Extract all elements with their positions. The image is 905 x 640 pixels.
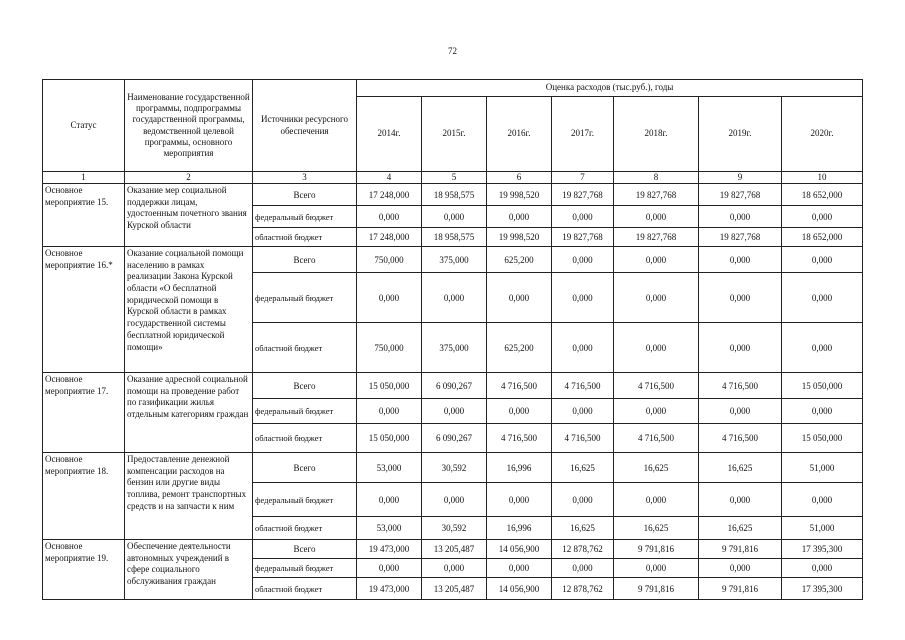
column-number: 2 xyxy=(125,172,253,184)
expense-value: 0,000 xyxy=(699,247,782,273)
expense-value: 4 716,500 xyxy=(614,424,699,453)
funding-source: Всего xyxy=(253,453,357,483)
header-year: 2020г. xyxy=(782,97,863,172)
expense-value: 13 205,487 xyxy=(422,578,487,600)
expense-value: 14 056,900 xyxy=(487,540,552,559)
table-row xyxy=(43,540,863,559)
funding-source: федеральный бюджет xyxy=(253,559,357,578)
funding-source: областной бюджет xyxy=(253,424,357,453)
funding-source: Всего xyxy=(253,373,357,399)
expense-value: 51,000 xyxy=(782,517,863,540)
expense-value: 0,000 xyxy=(357,399,422,424)
expense-value: 12 878,762 xyxy=(552,540,614,559)
expense-value: 0,000 xyxy=(552,247,614,273)
expense-value: 0,000 xyxy=(614,399,699,424)
column-number: 4 xyxy=(357,172,422,184)
expense-value: 0,000 xyxy=(487,559,552,578)
table-header xyxy=(43,80,863,184)
event-name: Оказание адресной социальной помощи на проведение работ по газификации жилья отдельным категориям граждан xyxy=(125,373,253,453)
expense-value: 9 791,816 xyxy=(699,540,782,559)
funding-source: федеральный бюджет xyxy=(253,206,357,228)
expense-value: 19 473,000 xyxy=(357,578,422,600)
expense-value: 16,625 xyxy=(614,517,699,540)
expense-value: 19 827,768 xyxy=(552,184,614,206)
event-name: Предоставление денежной компенсации расходов на бензин или другие виды топлива, ремонт транспортных средств и на запчасти к ним xyxy=(125,453,253,540)
expense-value: 0,000 xyxy=(357,483,422,517)
table-row xyxy=(43,373,863,399)
expense-value: 0,000 xyxy=(487,483,552,517)
expense-value: 0,000 xyxy=(782,273,863,323)
expense-value: 16,625 xyxy=(699,517,782,540)
expense-value: 9 791,816 xyxy=(699,578,782,600)
column-number: 5 xyxy=(422,172,487,184)
expense-value: 0,000 xyxy=(552,206,614,228)
budget-table xyxy=(42,79,863,600)
expense-value: 0,000 xyxy=(552,483,614,517)
expense-value: 0,000 xyxy=(614,247,699,273)
expense-value: 4 716,500 xyxy=(487,373,552,399)
expense-value: 4 716,500 xyxy=(487,424,552,453)
expense-value: 0,000 xyxy=(614,483,699,517)
funding-source: областной бюджет xyxy=(253,517,357,540)
expense-value: 0,000 xyxy=(487,206,552,228)
expense-value: 6 090,267 xyxy=(422,424,487,453)
expense-value: 51,000 xyxy=(782,453,863,483)
header-name: Наименование государственной программы, подпрограммы государственной программы, ведомственной целевой программы, основного мероприятия xyxy=(125,80,253,172)
expense-value: 375,000 xyxy=(422,323,487,373)
expense-value: 30,592 xyxy=(422,453,487,483)
expense-value: 0,000 xyxy=(699,273,782,323)
expense-value: 0,000 xyxy=(552,323,614,373)
expense-value: 18 652,000 xyxy=(782,184,863,206)
expense-value: 0,000 xyxy=(487,399,552,424)
funding-source: Всего xyxy=(253,184,357,206)
expense-value: 0,000 xyxy=(699,483,782,517)
expense-value: 0,000 xyxy=(357,273,422,323)
column-number-row xyxy=(43,172,863,184)
expense-value: 0,000 xyxy=(422,273,487,323)
expense-value: 16,996 xyxy=(487,517,552,540)
table-body xyxy=(43,184,863,600)
expense-value: 19 827,768 xyxy=(699,228,782,247)
expense-value: 17 395,300 xyxy=(782,540,863,559)
event-name: Обеспечение деятельности автономных учреждений в сфере социального обслуживания граждан xyxy=(125,540,253,600)
expense-value: 16,625 xyxy=(552,517,614,540)
funding-source: областной бюджет xyxy=(253,228,357,247)
expense-value: 0,000 xyxy=(422,206,487,228)
expense-value: 375,000 xyxy=(422,247,487,273)
event-status: Основное мероприятие 18. xyxy=(43,453,125,540)
event-status: Основное мероприятие 19. xyxy=(43,540,125,600)
expense-value: 15 050,000 xyxy=(782,424,863,453)
expense-value: 0,000 xyxy=(614,206,699,228)
expense-value: 18 652,000 xyxy=(782,228,863,247)
expense-value: 16,625 xyxy=(699,453,782,483)
expense-value: 30,592 xyxy=(422,517,487,540)
expense-value: 625,200 xyxy=(487,247,552,273)
expense-value: 0,000 xyxy=(699,399,782,424)
expense-value: 16,625 xyxy=(614,453,699,483)
expense-value: 19 998,520 xyxy=(487,228,552,247)
expense-value: 0,000 xyxy=(552,273,614,323)
expense-value: 18 958,575 xyxy=(422,228,487,247)
column-number: 7 xyxy=(552,172,614,184)
table-row xyxy=(43,453,863,483)
event-status: Основное мероприятие 16.* xyxy=(43,247,125,373)
column-number: 10 xyxy=(782,172,863,184)
funding-source: Всего xyxy=(253,540,357,559)
expense-value: 15 050,000 xyxy=(357,424,422,453)
header-year: 2016г. xyxy=(487,97,552,172)
expense-value: 18 958,575 xyxy=(422,184,487,206)
expense-value: 13 205,487 xyxy=(422,540,487,559)
column-number: 6 xyxy=(487,172,552,184)
expense-value: 17 395,300 xyxy=(782,578,863,600)
funding-source: Всего xyxy=(253,247,357,273)
expense-value: 0,000 xyxy=(552,559,614,578)
header-year: 2019г. xyxy=(699,97,782,172)
expense-value: 19 827,768 xyxy=(614,228,699,247)
expense-value: 15 050,000 xyxy=(357,373,422,399)
expense-value: 0,000 xyxy=(782,559,863,578)
expense-value: 19 473,000 xyxy=(357,540,422,559)
expense-value: 625,200 xyxy=(487,323,552,373)
table-row xyxy=(43,184,863,206)
expense-value: 0,000 xyxy=(782,399,863,424)
expense-value: 19 827,768 xyxy=(614,184,699,206)
expense-value: 6 090,267 xyxy=(422,373,487,399)
header-sources: Источники ресурсного обеспечения xyxy=(253,80,357,172)
expense-value: 16,996 xyxy=(487,453,552,483)
expense-value: 9 791,816 xyxy=(614,540,699,559)
expense-value: 0,000 xyxy=(782,247,863,273)
expense-value: 0,000 xyxy=(699,323,782,373)
expense-value: 0,000 xyxy=(782,483,863,517)
expense-value: 0,000 xyxy=(422,559,487,578)
column-number: 3 xyxy=(253,172,357,184)
expense-value: 19 827,768 xyxy=(699,184,782,206)
expense-value: 4 716,500 xyxy=(699,424,782,453)
expense-value: 0,000 xyxy=(487,273,552,323)
expense-value: 4 716,500 xyxy=(699,373,782,399)
expense-value: 0,000 xyxy=(357,206,422,228)
funding-source: федеральный бюджет xyxy=(253,399,357,424)
expense-value: 4 716,500 xyxy=(614,373,699,399)
event-status: Основное мероприятие 15. xyxy=(43,184,125,247)
header-year: 2015г. xyxy=(422,97,487,172)
expense-value: 0,000 xyxy=(699,559,782,578)
expense-value: 12 878,762 xyxy=(552,578,614,600)
expense-value: 0,000 xyxy=(552,399,614,424)
header-year: 2014г. xyxy=(357,97,422,172)
expense-value: 750,000 xyxy=(357,247,422,273)
expense-value: 53,000 xyxy=(357,453,422,483)
header-status: Статус xyxy=(43,80,125,172)
event-name: Оказание социальной помощи населению в рамках реализации Закона Курской области «О бесплатной юридической помощи в Курской области в рамках государственной системы бесплатной юридической помощи» xyxy=(125,247,253,373)
expense-value: 0,000 xyxy=(782,206,863,228)
event-status: Основное мероприятие 17. xyxy=(43,373,125,453)
header-year: 2017г. xyxy=(552,97,614,172)
expense-value: 0,000 xyxy=(614,559,699,578)
expense-value: 16,625 xyxy=(552,453,614,483)
funding-source: областной бюджет xyxy=(253,323,357,373)
column-number: 1 xyxy=(43,172,125,184)
header-year: 2018г. xyxy=(614,97,699,172)
expense-value: 19 998,520 xyxy=(487,184,552,206)
expense-value: 17 248,000 xyxy=(357,228,422,247)
page-number: 72 xyxy=(448,46,457,56)
expense-value: 19 827,768 xyxy=(552,228,614,247)
expense-value: 0,000 xyxy=(699,206,782,228)
event-name: Оказание мер социальной поддержки лицам, удостоенным почетного звания Курской области xyxy=(125,184,253,247)
expense-value: 0,000 xyxy=(422,399,487,424)
funding-source: федеральный бюджет xyxy=(253,483,357,517)
expense-value: 14 056,900 xyxy=(487,578,552,600)
funding-source: областной бюджет xyxy=(253,578,357,600)
expense-value: 0,000 xyxy=(357,559,422,578)
expense-value: 53,000 xyxy=(357,517,422,540)
expense-value: 750,000 xyxy=(357,323,422,373)
column-number: 8 xyxy=(614,172,699,184)
column-number: 9 xyxy=(699,172,782,184)
expense-value: 15 050,000 xyxy=(782,373,863,399)
expense-value: 17 248,000 xyxy=(357,184,422,206)
funding-source: федеральный бюджет xyxy=(253,273,357,323)
table-row xyxy=(43,247,863,273)
expense-value: 0,000 xyxy=(614,323,699,373)
expense-value: 0,000 xyxy=(614,273,699,323)
header-estimate: Оценка расходов (тыс.руб.), годы xyxy=(357,80,863,97)
expense-value: 4 716,500 xyxy=(552,424,614,453)
expense-value: 4 716,500 xyxy=(552,373,614,399)
expense-value: 0,000 xyxy=(782,323,863,373)
expense-value: 0,000 xyxy=(422,483,487,517)
expense-value: 9 791,816 xyxy=(614,578,699,600)
